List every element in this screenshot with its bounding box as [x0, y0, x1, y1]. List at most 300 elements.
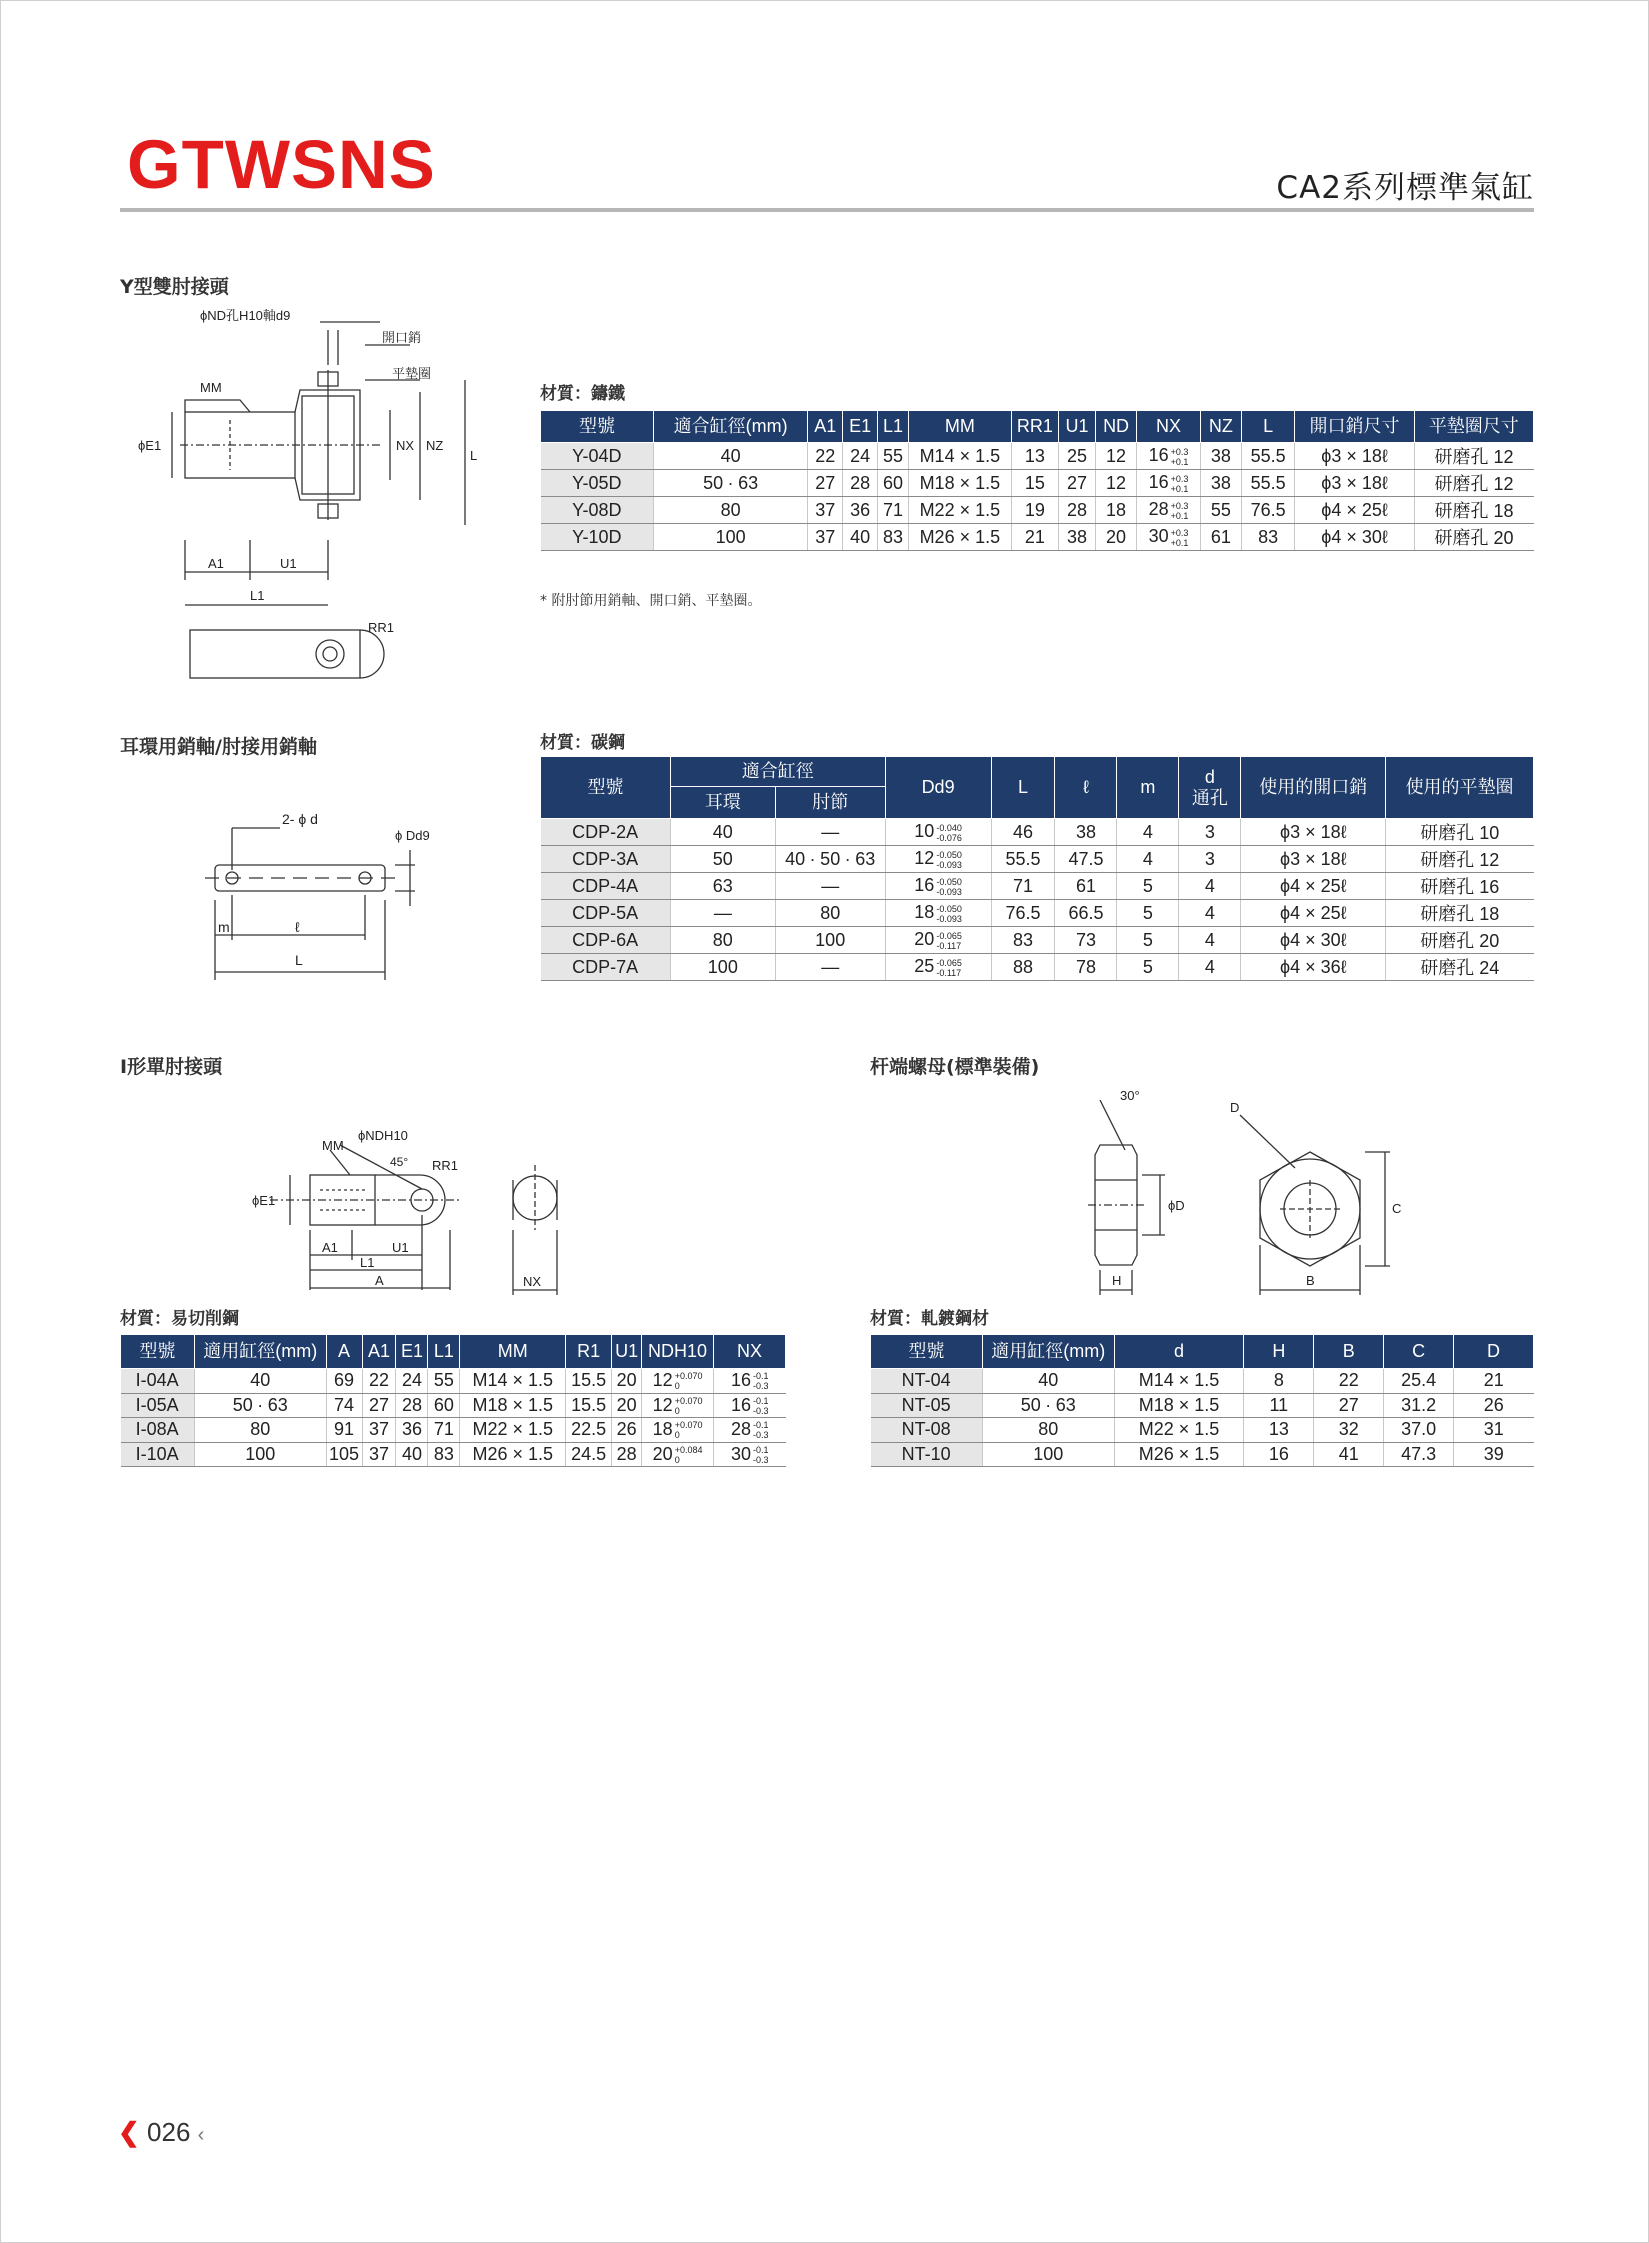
- dd9-cell: [885, 846, 991, 873]
- nx-cell: [1137, 470, 1201, 497]
- y-label-nd: ϕND孔H10軸d9: [200, 308, 291, 323]
- ell-cell: 73: [1055, 927, 1117, 954]
- u1-cell: 25: [1059, 443, 1096, 470]
- nd-cell: 12: [1096, 470, 1137, 497]
- l1-cell: 55: [428, 1369, 460, 1394]
- col-header: m: [1117, 757, 1179, 819]
- rr1-cell: 19: [1011, 497, 1058, 524]
- nx-cell: [1137, 524, 1201, 551]
- tolerance-lower: 0: [674, 1381, 680, 1392]
- col-header: NZ: [1200, 411, 1241, 443]
- col-header: NX: [1137, 411, 1201, 443]
- tolerance-upper: -0.1: [753, 1444, 769, 1455]
- model-cell: NT-10: [871, 1442, 983, 1467]
- l-cell: 55.5: [991, 846, 1055, 873]
- i-clevis-diagram: [250, 1110, 600, 1300]
- model-cell: Y-04D: [541, 443, 654, 470]
- nut-material: 材質：軋鍍鋼材: [870, 1309, 989, 1329]
- l-cell: 46: [991, 819, 1055, 846]
- dd-cell: 39: [1454, 1442, 1534, 1467]
- chevron-left-small-icon[interactable]: ‹: [197, 2124, 205, 2146]
- table-row: [541, 470, 1534, 497]
- u1-cell: 20: [612, 1369, 642, 1394]
- l1-cell: 60: [428, 1393, 460, 1418]
- dd9-cell-value: 25: [914, 956, 935, 977]
- d-cell: 3: [1179, 819, 1241, 846]
- tolerance-lower: -0.093: [936, 859, 962, 870]
- l1-cell: 60: [878, 470, 909, 497]
- ell-cell: 66.5: [1055, 900, 1117, 927]
- clevis-bore-cell: —: [775, 819, 885, 846]
- mm-cell: M22 × 1.5: [908, 497, 1011, 524]
- model-cell: I-10A: [121, 1442, 195, 1467]
- l-cell: 55.5: [1241, 470, 1294, 497]
- tolerance-upper: -0.040: [936, 822, 962, 833]
- col-header: 適合缸徑(mm): [654, 411, 808, 443]
- washer-cell: 研磨孔 20: [1386, 927, 1534, 954]
- col-header: 開口銷尺寸: [1295, 411, 1414, 443]
- i-label-a1: A1: [322, 1240, 338, 1255]
- nx-cell-value: 30: [731, 1443, 752, 1464]
- col-header: L1: [878, 411, 909, 443]
- tolerance-upper: -0.050: [936, 903, 962, 914]
- l-cell: 76.5: [991, 900, 1055, 927]
- i-clevis-title: I形單肘接頭: [120, 1056, 223, 1078]
- b-cell: 41: [1314, 1442, 1384, 1467]
- nd-cell-tolerance: [675, 1420, 703, 1440]
- h-cell: 8: [1244, 1369, 1314, 1394]
- dd9-cell-tolerance: [936, 823, 962, 843]
- tolerance-lower: +0.1: [1170, 483, 1189, 494]
- pin-table: [540, 756, 1534, 981]
- c-cell: 47.3: [1384, 1442, 1454, 1467]
- nd-cell-tolerance: [675, 1445, 703, 1465]
- dd9-cell-value: 18: [914, 902, 935, 923]
- tolerance-lower: -0.3: [753, 1405, 769, 1416]
- model-cell: NT-08: [871, 1418, 983, 1443]
- nd-cell: 20: [1096, 524, 1137, 551]
- bore-cell: 80: [654, 497, 808, 524]
- clevis-bore-cell: 100: [775, 927, 885, 954]
- nx-cell: [714, 1442, 786, 1467]
- rr1-cell: 21: [1011, 524, 1058, 551]
- table-row: [871, 1393, 1534, 1418]
- table-row: [541, 927, 1534, 954]
- u1-cell: 28: [612, 1442, 642, 1467]
- l-cell: 83: [991, 927, 1055, 954]
- l-cell: 55.5: [1241, 443, 1294, 470]
- clevis-bore-cell: —: [775, 954, 885, 981]
- model-cell: CDP-2A: [541, 819, 671, 846]
- y-clevis-note: * 附肘節用銷軸、開口銷、平墊圈。: [540, 593, 762, 609]
- col-header: NDH10: [642, 1335, 714, 1369]
- bore-cell: 100: [654, 524, 808, 551]
- table-row: [871, 1442, 1534, 1467]
- a-cell: 74: [326, 1393, 362, 1418]
- y-label-l: L: [470, 448, 478, 463]
- col-header: NX: [714, 1335, 786, 1369]
- i-clevis-material: 材質：易切削鋼: [120, 1309, 239, 1329]
- dd9-cell-value: 20: [914, 929, 935, 950]
- nd-cell: [642, 1369, 714, 1394]
- model-cell: NT-05: [871, 1393, 983, 1418]
- table-row: [541, 524, 1534, 551]
- e1-cell: 24: [843, 443, 878, 470]
- a1-cell: 22: [808, 443, 843, 470]
- col-header: 使用的開口銷: [1241, 757, 1386, 819]
- y-label-a1: A1: [208, 556, 224, 571]
- model-cell: NT-04: [871, 1369, 983, 1394]
- mm-cell: M14 × 1.5: [908, 443, 1011, 470]
- m-cell: 5: [1117, 927, 1179, 954]
- y-clevis-diagram: [120, 300, 520, 680]
- model-cell: CDP-6A: [541, 927, 671, 954]
- table-row: [121, 1393, 786, 1418]
- model-cell: Y-08D: [541, 497, 654, 524]
- nut-title: 杆端螺母(標準裝備): [870, 1056, 1040, 1078]
- washer-cell: 研磨孔 20: [1414, 524, 1533, 551]
- y-label-rr1: RR1: [368, 620, 395, 635]
- i-label-a: A: [375, 1273, 384, 1288]
- table-row: [541, 443, 1534, 470]
- nd-cell: 12: [1096, 443, 1137, 470]
- i-clevis-table: [120, 1334, 786, 1467]
- pin-material: 材質：碳鋼: [540, 733, 625, 753]
- table-row: [541, 954, 1534, 981]
- nx-cell: [1137, 443, 1201, 470]
- table-row: [121, 1369, 786, 1394]
- nd-cell: [642, 1442, 714, 1467]
- col-header: U1: [1059, 411, 1096, 443]
- col-header: L: [991, 757, 1055, 819]
- pin-cell: ϕ4 × 30ℓ: [1295, 524, 1414, 551]
- h-cell: 16: [1244, 1442, 1314, 1467]
- c-cell: 37.0: [1384, 1418, 1454, 1443]
- tolerance-upper: -0.1: [753, 1420, 769, 1431]
- i-label-e1: ϕE1: [252, 1193, 276, 1208]
- tolerance-lower: -0.3: [753, 1381, 769, 1392]
- m-cell: 4: [1117, 846, 1179, 873]
- tolerance-lower: -0.093: [936, 913, 962, 924]
- tolerance-lower: +0.1: [1170, 537, 1189, 548]
- d-cell: 4: [1179, 873, 1241, 900]
- dd-cell: 31: [1454, 1418, 1534, 1443]
- col-header: MM: [908, 411, 1011, 443]
- rr1-cell: 15: [1011, 470, 1058, 497]
- c-cell: 31.2: [1384, 1393, 1454, 1418]
- a-cell: 91: [326, 1418, 362, 1443]
- i-label-angle: 45°: [390, 1155, 409, 1169]
- clevis-bore-cell: 40 ∙ 50 ∙ 63: [775, 846, 885, 873]
- pin-body: [541, 819, 1534, 981]
- a1-cell: 37: [808, 524, 843, 551]
- nd-cell-value: 12: [652, 1370, 673, 1391]
- nx-cell-value: 16: [1148, 445, 1169, 466]
- i-label-u1: U1: [392, 1240, 409, 1255]
- dd9-cell-value: 16: [914, 875, 935, 896]
- nd-cell-value: 12: [652, 1394, 673, 1415]
- i-clevis-body: [121, 1369, 786, 1467]
- clevis-bore-cell: —: [775, 873, 885, 900]
- ell-cell: 38: [1055, 819, 1117, 846]
- washer-cell: 研磨孔 12: [1386, 846, 1534, 873]
- nx-cell-value: 16: [1148, 472, 1169, 493]
- a1-cell: 37: [808, 497, 843, 524]
- a1-cell: 37: [362, 1418, 396, 1443]
- col-header-d-top: d: [1204, 766, 1215, 787]
- nd-cell: [642, 1418, 714, 1443]
- m-cell: 5: [1117, 954, 1179, 981]
- col-header: d: [1114, 1335, 1244, 1369]
- d-cell: 3: [1179, 846, 1241, 873]
- nd-cell-tolerance: [675, 1396, 703, 1416]
- col-header: H: [1244, 1335, 1314, 1369]
- l-cell: 83: [1241, 524, 1294, 551]
- nx-cell-value: 16: [731, 1370, 752, 1391]
- col-header: A1: [808, 411, 843, 443]
- m-cell: 5: [1117, 900, 1179, 927]
- dd9-cell-tolerance: [936, 931, 962, 951]
- col-header: 肘節: [775, 787, 885, 819]
- dd-cell: 21: [1454, 1369, 1534, 1394]
- m-cell: 5: [1117, 873, 1179, 900]
- nz-cell: 38: [1200, 443, 1241, 470]
- nut-label-phi-d: ϕD: [1168, 1198, 1185, 1213]
- nx-cell-tolerance: [753, 1445, 769, 1465]
- i-label-rr1: RR1: [432, 1158, 459, 1173]
- col-header: [1179, 757, 1241, 819]
- mm-cell: M18 × 1.5: [460, 1393, 566, 1418]
- table-row: [871, 1418, 1534, 1443]
- l-cell: 76.5: [1241, 497, 1294, 524]
- model-cell: I-08A: [121, 1418, 195, 1443]
- col-header: 平墊圈尺寸: [1414, 411, 1533, 443]
- bore-cell: 50 ∙ 63: [194, 1393, 326, 1418]
- tolerance-lower: -0.117: [936, 940, 962, 951]
- bore-cell: 80: [194, 1418, 326, 1443]
- pin-cell: ϕ4 × 30ℓ: [1241, 927, 1386, 954]
- tolerance-upper: -0.1: [753, 1395, 769, 1406]
- nx-cell-tolerance: [753, 1396, 769, 1416]
- y-label-u1: U1: [280, 556, 297, 571]
- dd9-cell-value: 10: [914, 821, 935, 842]
- mm-cell: M26 × 1.5: [460, 1442, 566, 1467]
- ell-cell: 78: [1055, 954, 1117, 981]
- dd9-cell: [885, 819, 991, 846]
- y-clevis-table: [540, 410, 1534, 551]
- pin-cell: ϕ4 × 36ℓ: [1241, 954, 1386, 981]
- pin-cell: ϕ3 × 18ℓ: [1241, 819, 1386, 846]
- a1-cell: 37: [362, 1442, 396, 1467]
- col-header: ℓ: [1055, 757, 1117, 819]
- tolerance-upper: +0.070: [674, 1420, 703, 1431]
- tolerance-upper: -0.065: [936, 957, 962, 968]
- nd-cell: [642, 1393, 714, 1418]
- washer-cell: 研磨孔 12: [1414, 443, 1533, 470]
- tolerance-lower: +0.1: [1170, 510, 1189, 521]
- y-label-nz: NZ: [426, 438, 444, 453]
- model-cell: CDP-3A: [541, 846, 671, 873]
- d-cell: M26 × 1.5: [1114, 1442, 1244, 1467]
- col-header: 型號: [541, 757, 671, 819]
- l-cell: 88: [991, 954, 1055, 981]
- mm-cell: M26 × 1.5: [908, 524, 1011, 551]
- d-cell: M18 × 1.5: [1114, 1393, 1244, 1418]
- col-header: E1: [843, 411, 878, 443]
- i-label-l1: L1: [360, 1255, 375, 1270]
- brand-logo: GTWSNS: [127, 126, 436, 203]
- i-label-nx: NX: [523, 1274, 542, 1289]
- col-header: C: [1384, 1335, 1454, 1369]
- table-row: [871, 1369, 1534, 1394]
- pin-diagram: [200, 800, 440, 980]
- pin-cell: ϕ3 × 18ℓ: [1295, 470, 1414, 497]
- washer-cell: 研磨孔 18: [1414, 497, 1533, 524]
- u1-cell: 26: [612, 1418, 642, 1443]
- model-cell: I-05A: [121, 1393, 195, 1418]
- col-header: A1: [362, 1335, 396, 1369]
- l1-cell: 83: [878, 524, 909, 551]
- r1-cell: 24.5: [566, 1442, 612, 1467]
- y-clevis-title: Y型雙肘接頭: [120, 276, 229, 298]
- page-navigation: [118, 2117, 204, 2148]
- mm-cell: M22 × 1.5: [460, 1418, 566, 1443]
- col-header: Dd9: [885, 757, 991, 819]
- clevis-bore-cell: 80: [775, 900, 885, 927]
- tolerance-lower: -0.093: [936, 886, 962, 897]
- u1-cell: 27: [1059, 470, 1096, 497]
- nut-table: [870, 1334, 1534, 1467]
- pin-cell: ϕ4 × 25ℓ: [1241, 873, 1386, 900]
- nut-label-d: D: [1230, 1100, 1240, 1115]
- model-cell: I-04A: [121, 1369, 195, 1394]
- e1-cell: 28: [843, 470, 878, 497]
- dd9-cell: [885, 927, 991, 954]
- bore-cell: 50 ∙ 63: [654, 470, 808, 497]
- nx-cell: [714, 1418, 786, 1443]
- table-row: [541, 873, 1534, 900]
- tolerance-upper: -0.1: [753, 1371, 769, 1382]
- b-cell: 32: [1314, 1418, 1384, 1443]
- pin-cell: ϕ4 × 25ℓ: [1295, 497, 1414, 524]
- a1-cell: 27: [808, 470, 843, 497]
- nx-cell-value: 16: [731, 1394, 752, 1415]
- tolerance-upper: -0.050: [936, 849, 962, 860]
- tolerance-upper: -0.050: [936, 876, 962, 887]
- l1-cell: 71: [428, 1418, 460, 1443]
- nx-cell: [1137, 497, 1201, 524]
- rr1-cell: 13: [1011, 443, 1058, 470]
- d-cell: M22 × 1.5: [1114, 1418, 1244, 1443]
- ell-cell: 61: [1055, 873, 1117, 900]
- table-row: [541, 846, 1534, 873]
- nd-cell-value: 18: [652, 1419, 673, 1440]
- table-row: [121, 1442, 786, 1467]
- d-cell: 4: [1179, 927, 1241, 954]
- y-label-e1: ϕE1: [138, 438, 162, 453]
- e1-cell: 40: [843, 524, 878, 551]
- col-header: R1: [566, 1335, 612, 1369]
- bore-cell: 80: [982, 1418, 1114, 1443]
- h-cell: 13: [1244, 1418, 1314, 1443]
- tolerance-lower: -0.076: [936, 832, 962, 843]
- washer-cell: 研磨孔 16: [1386, 873, 1534, 900]
- pin-label-d: 2- ϕ d: [282, 811, 318, 827]
- mm-cell: M14 × 1.5: [460, 1369, 566, 1394]
- eye-bore-cell: 80: [670, 927, 775, 954]
- washer-cell: 研磨孔 24: [1386, 954, 1534, 981]
- washer-cell: 研磨孔 10: [1386, 819, 1534, 846]
- col-header: L: [1241, 411, 1294, 443]
- u1-cell: 20: [612, 1393, 642, 1418]
- nx-cell-value: 28: [731, 1419, 752, 1440]
- col-header: 型號: [541, 411, 654, 443]
- u1-cell: 38: [1059, 524, 1096, 551]
- dd9-cell-value: 12: [914, 848, 935, 869]
- model-cell: Y-05D: [541, 470, 654, 497]
- col-header: D: [1454, 1335, 1534, 1369]
- e1-cell: 40: [396, 1442, 428, 1467]
- d-cell: M14 × 1.5: [1114, 1369, 1244, 1394]
- l1-cell: 55: [878, 443, 909, 470]
- a1-cell: 22: [362, 1369, 396, 1394]
- m-cell: 4: [1117, 819, 1179, 846]
- pin-cell: ϕ3 × 18ℓ: [1241, 846, 1386, 873]
- nx-cell-tolerance: [753, 1420, 769, 1440]
- nut-label-h: H: [1112, 1273, 1122, 1288]
- col-header: ND: [1096, 411, 1137, 443]
- pin-label-dd9: ϕ Dd9: [395, 828, 430, 843]
- col-header: 使用的平墊圈: [1386, 757, 1534, 819]
- tolerance-upper: +0.3: [1170, 473, 1189, 484]
- dd9-cell: [885, 873, 991, 900]
- nz-cell: 38: [1200, 470, 1241, 497]
- col-header: L1: [428, 1335, 460, 1369]
- eye-bore-cell: 100: [670, 954, 775, 981]
- a-cell: 69: [326, 1369, 362, 1394]
- b-cell: 27: [1314, 1393, 1384, 1418]
- tolerance-upper: +0.070: [674, 1371, 703, 1382]
- bore-cell: 100: [194, 1442, 326, 1467]
- bore-cell: 50 ∙ 63: [982, 1393, 1114, 1418]
- nut-body: [871, 1369, 1534, 1467]
- chevron-left-icon[interactable]: ❮: [118, 2117, 140, 2147]
- col-header: A: [326, 1335, 362, 1369]
- tolerance-upper: +0.084: [674, 1444, 703, 1455]
- r1-cell: 15.5: [566, 1369, 612, 1394]
- l-cell: 71: [991, 873, 1055, 900]
- eye-bore-cell: 40: [670, 819, 775, 846]
- a-cell: 105: [326, 1442, 362, 1467]
- e1-cell: 24: [396, 1369, 428, 1394]
- model-cell: CDP-4A: [541, 873, 671, 900]
- tolerance-lower: -0.117: [936, 967, 962, 978]
- header-divider: [120, 208, 1534, 212]
- y-label-nx: NX: [396, 438, 415, 453]
- model-cell: CDP-5A: [541, 900, 671, 927]
- table-row: [121, 1418, 786, 1443]
- pin-label-l: L: [295, 952, 303, 968]
- nut-diagram: [1080, 1080, 1440, 1300]
- tolerance-lower: 0: [674, 1430, 680, 1441]
- nd-cell-value: 20: [652, 1443, 673, 1464]
- y-label-cotter: 開口銷: [382, 330, 422, 345]
- mm-cell: M18 × 1.5: [908, 470, 1011, 497]
- e1-cell: 28: [396, 1393, 428, 1418]
- y-clevis-material: 材質：鑄鐵: [540, 384, 625, 404]
- nut-label-b: B: [1306, 1273, 1315, 1288]
- y-label-l1: L1: [250, 588, 265, 603]
